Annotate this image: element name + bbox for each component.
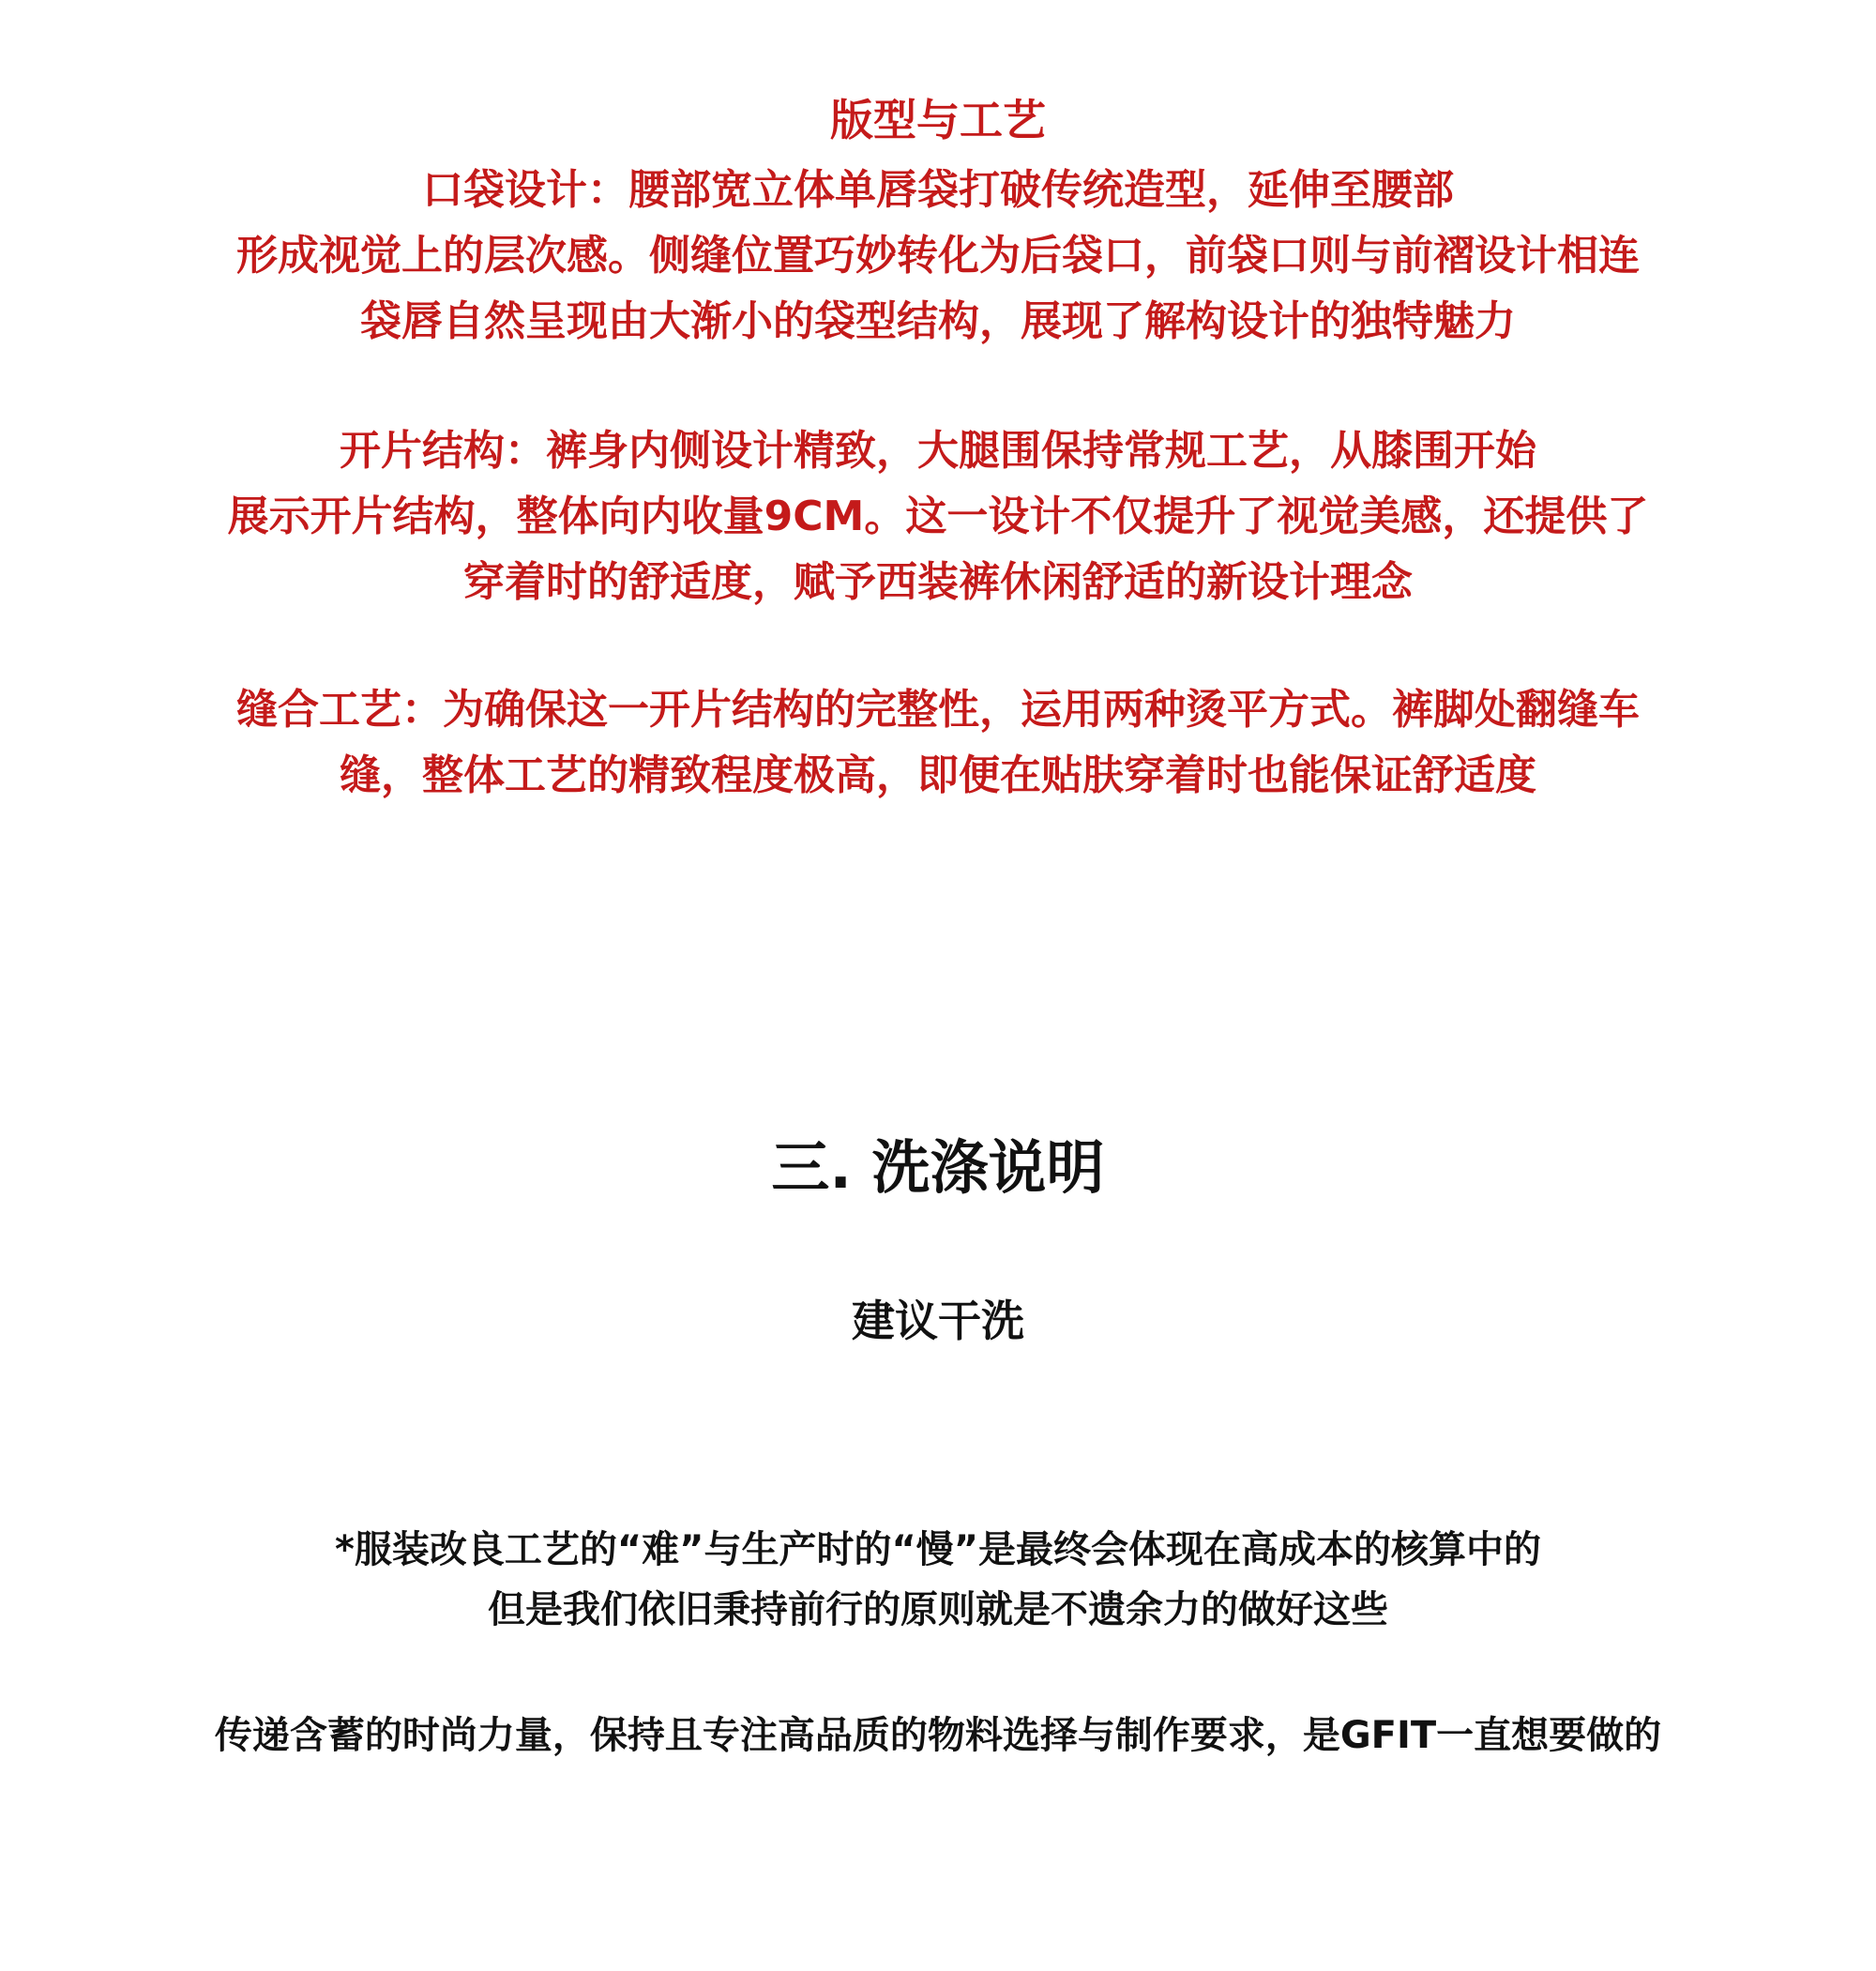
washing-section-title: [0, 1130, 1876, 1205]
note-line-3: 传递含蓄的时尚力量，保持且专注高品质的物料选择与制作要求，是GFIT一直想要做的: [214, 1714, 1662, 1757]
slit-line-3: 穿着时的舒适度，赋予西装裤休闲舒适的新设计理念: [463, 558, 1413, 606]
craft-section-title: [0, 92, 1876, 148]
pocket-design-paragraph: [0, 158, 1876, 355]
pocket-line-3: 袋唇自然呈现由大渐小的袋型结构，展现了解构设计的独特魅力: [360, 297, 1516, 345]
slit-structure-paragraph: [0, 418, 1876, 615]
sewing-line-1: 缝合工艺：为确保这一开片结构的完整性，运用两种烫平方式。裤脚处翻缝车: [236, 686, 1640, 734]
sewing-line-2: 缝，整体工艺的精致程度极高，即便在贴肤穿着时也能保证舒适度: [340, 751, 1536, 799]
note-line-1: *服装改良工艺的“难”与生产时的“慢”是最终会体现在高成本的核算中的: [334, 1528, 1542, 1571]
brand-statement: [0, 1706, 1876, 1766]
cost-note-paragraph: [0, 1520, 1876, 1640]
washing-instruction-text: 建议干洗: [852, 1296, 1024, 1346]
pocket-line-2: 形成视觉上的层次感。侧缝位置巧妙转化为后袋口，前袋口则与前褶设计相连: [236, 232, 1640, 280]
craft-title-text: 版型与工艺: [830, 95, 1046, 145]
pocket-line-1: 口袋设计：腰部宽立体单唇袋打破传统造型，延伸至腰部: [422, 166, 1454, 214]
note-line-2: 但是我们依旧秉持前行的原则就是不遗余力的做好这些: [488, 1588, 1388, 1631]
slit-line-1: 开片结构：裤身内侧设计精致，大腿围保持常规工艺，从膝围开始: [340, 427, 1536, 475]
washing-instruction: [0, 1293, 1876, 1349]
sewing-craft-paragraph: [0, 677, 1876, 809]
washing-title-text: 三. 洗涤说明: [771, 1133, 1105, 1202]
slit-line-2: 展示开片结构，整体向内收量9CM。这一设计不仅提升了视觉美感，还提供了: [227, 493, 1649, 540]
